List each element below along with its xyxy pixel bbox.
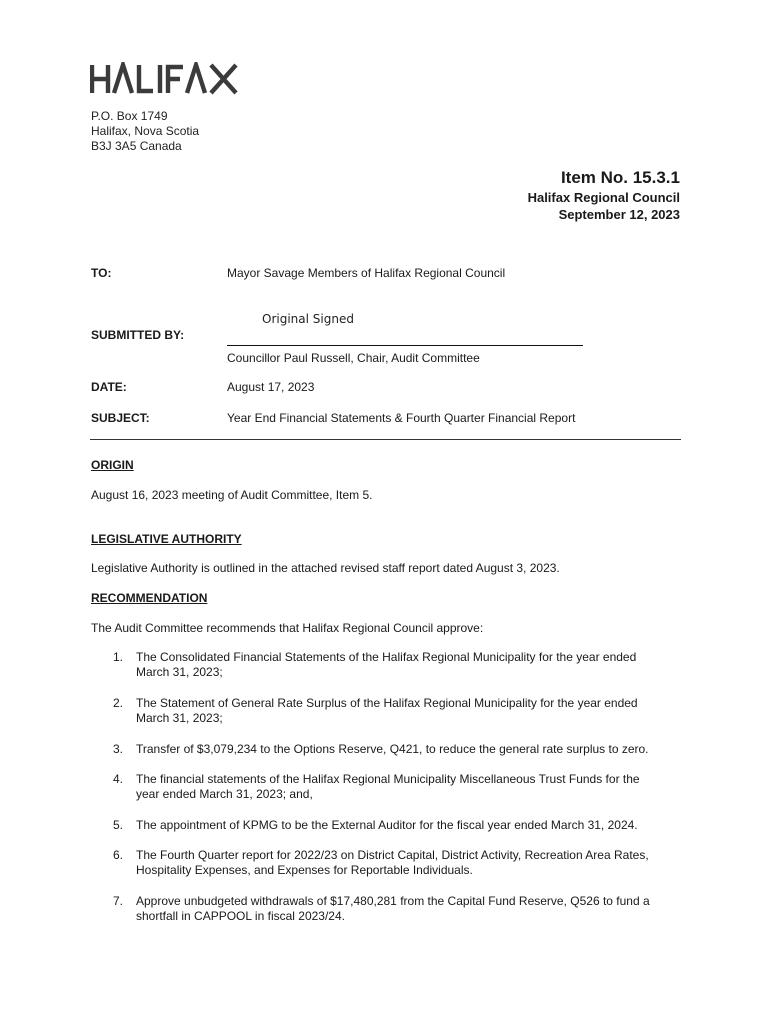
to-label: TO: <box>91 266 112 280</box>
recommendation-intro: The Audit Committee recommends that Halifax Regional Council approve: <box>91 621 484 635</box>
item-number: 5. <box>113 818 124 832</box>
item-number: 1. <box>113 650 124 664</box>
legislative-authority-heading: LEGISLATIVE AUTHORITY <box>91 532 242 546</box>
item-text-line: The Statement of General Rate Surplus of the Halifax Regional Municipality for the year ended <box>136 696 638 710</box>
recommendation-item <box>91 696 681 726</box>
recommendation-item <box>91 818 681 833</box>
origin-text: August 16, 2023 meeting of Audit Committee, Item 5. <box>91 488 373 502</box>
date-label: DATE: <box>91 380 127 394</box>
item-number: 3. <box>113 742 124 756</box>
header-divider <box>90 439 681 440</box>
mailing-address <box>91 109 199 154</box>
item-text-line: The Consolidated Financial Statements of the Halifax Regional Municipality for the year ended <box>136 650 637 664</box>
item-header <box>528 167 680 223</box>
recommendation-list <box>91 650 691 940</box>
item-text-line: shortfall in CAPPOOL in fiscal 2023/24. <box>136 909 345 923</box>
address-line: Halifax, Nova Scotia <box>91 124 200 138</box>
item-number: Item No. 15.3.1 <box>560 168 680 187</box>
item-text-line: March 31, 2023; <box>136 711 223 725</box>
item-text-line: The financial statements of the Halifax Regional Municipality Miscellaneous Trust Funds for the <box>136 772 640 786</box>
submitted-by-value: Councillor Paul Russell, Chair, Audit Committee <box>227 351 480 365</box>
item-text-line: Hospitality Expenses, and Expenses for Reportable Individuals. <box>136 863 473 877</box>
signature-text: Original Signed <box>262 312 354 326</box>
recommendation-item <box>91 742 681 757</box>
item-text-line: year ended March 31, 2023; and, <box>136 787 313 801</box>
item-number: 4. <box>113 772 124 786</box>
recommendation-item <box>91 894 681 924</box>
recommendation-item <box>91 650 681 680</box>
signature-line <box>227 345 583 346</box>
origin-heading: ORIGIN <box>91 458 134 472</box>
recommendation-item <box>91 772 681 802</box>
council-name: Halifax Regional Council <box>527 190 680 205</box>
meeting-date: September 12, 2023 <box>558 207 680 222</box>
halifax-logo <box>90 62 240 96</box>
date-value: August 17, 2023 <box>227 380 315 394</box>
item-text-line: Approve unbudgeted withdrawals of $17,480,281 from the Capital Fund Reserve, Q526 to fund a <box>136 894 650 908</box>
recommendation-heading: RECOMMENDATION <box>91 591 208 605</box>
recommendation-item <box>91 848 681 878</box>
item-number: 7. <box>113 894 124 908</box>
submitted-by-label: SUBMITTED BY: <box>91 328 185 342</box>
address-line: B3J 3A5 Canada <box>91 139 182 153</box>
address-line: P.O. Box 1749 <box>91 109 168 123</box>
item-text-line: The appointment of KPMG to be the External Auditor for the fiscal year ended March 31, 2024. <box>136 818 638 832</box>
subject-value: Year End Financial Statements & Fourth Quarter Financial Report <box>227 411 576 425</box>
item-text-line: The Fourth Quarter report for 2022/23 on District Capital, District Activity, Recreation Area Rates, <box>136 848 649 862</box>
item-number: 6. <box>113 848 124 862</box>
subject-label: SUBJECT: <box>91 411 150 425</box>
item-text-line: March 31, 2023; <box>136 665 223 679</box>
item-number: 2. <box>113 696 124 710</box>
to-value: Mayor Savage Members of Halifax Regional Council <box>227 266 506 280</box>
legislative-authority-text: Legislative Authority is outlined in the attached revised staff report dated August 3, 2023. <box>91 561 560 575</box>
item-text-line: Transfer of $3,079,234 to the Options Reserve, Q421, to reduce the general rate surplus to zero. <box>136 742 649 756</box>
